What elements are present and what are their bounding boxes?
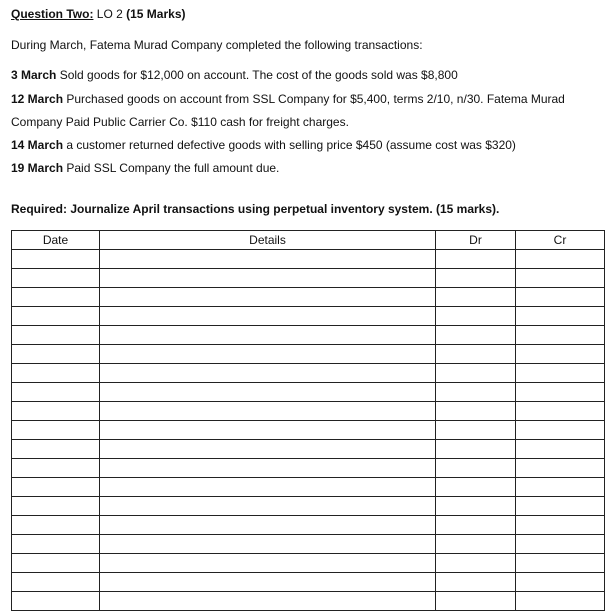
details-cell[interactable]: [100, 573, 436, 592]
details-cell[interactable]: [100, 535, 436, 554]
transaction-line: [11, 67, 458, 83]
cr-cell[interactable]: [516, 250, 605, 269]
table-row: [12, 478, 605, 497]
intro-text: During March, Fatema Murad Company completed the following transactions:: [11, 38, 423, 52]
cr-cell[interactable]: [516, 364, 605, 383]
date-cell[interactable]: [12, 497, 100, 516]
date-cell[interactable]: [12, 573, 100, 592]
table-row: [12, 288, 605, 307]
transaction-line: [11, 91, 565, 107]
cr-cell[interactable]: [516, 307, 605, 326]
dr-cell[interactable]: [436, 288, 516, 307]
details-cell[interactable]: [100, 364, 436, 383]
table-row: [12, 535, 605, 554]
dr-cell[interactable]: [436, 269, 516, 288]
journal-table: [11, 230, 605, 611]
details-cell[interactable]: [100, 478, 436, 497]
cr-cell[interactable]: [516, 459, 605, 478]
details-cell[interactable]: [100, 554, 436, 573]
details-cell[interactable]: [100, 326, 436, 345]
details-cell[interactable]: [100, 459, 436, 478]
details-cell[interactable]: [100, 269, 436, 288]
table-row: [12, 364, 605, 383]
dr-cell[interactable]: [436, 383, 516, 402]
transaction-date: 12 March: [11, 92, 64, 106]
table-row: [12, 554, 605, 573]
date-cell[interactable]: [12, 535, 100, 554]
dr-cell[interactable]: [436, 516, 516, 535]
cr-cell[interactable]: [516, 516, 605, 535]
dr-cell[interactable]: [436, 573, 516, 592]
date-cell[interactable]: [12, 440, 100, 459]
transaction-date: 19 March: [11, 161, 64, 175]
dr-cell[interactable]: [436, 250, 516, 269]
details-cell[interactable]: [100, 440, 436, 459]
date-cell[interactable]: [12, 554, 100, 573]
cr-cell[interactable]: [516, 573, 605, 592]
cr-cell[interactable]: [516, 326, 605, 345]
dr-cell[interactable]: [436, 345, 516, 364]
date-cell[interactable]: [12, 421, 100, 440]
cr-cell[interactable]: [516, 383, 605, 402]
details-cell[interactable]: [100, 250, 436, 269]
learning-outcome: LO 2: [93, 7, 127, 21]
details-cell[interactable]: [100, 288, 436, 307]
question-label: Question Two:: [11, 7, 94, 21]
cr-cell[interactable]: [516, 402, 605, 421]
cr-cell[interactable]: [516, 345, 605, 364]
transaction-line: [11, 137, 516, 153]
details-cell[interactable]: [100, 497, 436, 516]
cr-cell[interactable]: [516, 592, 605, 611]
required-instruction: Required: Journalize April transactions using perpetual inventory system. (15 marks).: [11, 202, 500, 216]
transaction-line: [11, 160, 279, 176]
transaction-date: 14 March: [11, 138, 64, 152]
transaction-date: 3 March: [11, 68, 57, 82]
cr-cell[interactable]: [516, 554, 605, 573]
details-cell[interactable]: [100, 345, 436, 364]
dr-cell[interactable]: [436, 459, 516, 478]
header-dr: Dr: [436, 231, 516, 250]
table-row: [12, 497, 605, 516]
details-cell[interactable]: [100, 516, 436, 535]
details-cell[interactable]: [100, 592, 436, 611]
cr-cell[interactable]: [516, 440, 605, 459]
dr-cell[interactable]: [436, 554, 516, 573]
transaction-text: Paid SSL Company the full amount due.: [63, 161, 280, 175]
details-cell[interactable]: [100, 307, 436, 326]
header-cr: Cr: [516, 231, 605, 250]
transaction-line: [11, 114, 349, 130]
table-row: [12, 250, 605, 269]
table-row: [12, 440, 605, 459]
table-row: [12, 307, 605, 326]
table-row: [12, 269, 605, 288]
header-details: Details: [100, 231, 436, 250]
details-cell[interactable]: [100, 402, 436, 421]
date-cell[interactable]: [12, 345, 100, 364]
date-cell[interactable]: [12, 459, 100, 478]
date-cell[interactable]: [12, 307, 100, 326]
journal-body: [12, 250, 605, 611]
transaction-text: Company Paid Public Carrier Co. $110 cash for freight charges.: [11, 115, 349, 129]
dr-cell[interactable]: [436, 421, 516, 440]
dr-cell[interactable]: [436, 497, 516, 516]
question-marks: (15 Marks): [126, 7, 186, 21]
journal-header-row: [12, 231, 605, 250]
dr-cell[interactable]: [436, 440, 516, 459]
table-row: [12, 383, 605, 402]
table-row: [12, 592, 605, 611]
date-cell[interactable]: [12, 383, 100, 402]
dr-cell[interactable]: [436, 478, 516, 497]
question-heading: [11, 6, 186, 22]
cr-cell[interactable]: [516, 478, 605, 497]
date-cell[interactable]: [12, 288, 100, 307]
cr-cell[interactable]: [516, 497, 605, 516]
date-cell[interactable]: [12, 402, 100, 421]
transaction-text: Purchased goods on account from SSL Company for $5,400, terms 2/10, n/30. Fatema Murad: [63, 92, 565, 106]
dr-cell[interactable]: [436, 326, 516, 345]
header-date: Date: [12, 231, 100, 250]
cr-cell[interactable]: [516, 421, 605, 440]
date-cell[interactable]: [12, 478, 100, 497]
transaction-text: Sold goods for $12,000 on account. The cost of the goods sold was $8,800: [56, 68, 458, 82]
table-row: [12, 421, 605, 440]
cr-cell[interactable]: [516, 535, 605, 554]
details-cell[interactable]: [100, 421, 436, 440]
table-row: [12, 402, 605, 421]
date-cell[interactable]: [12, 364, 100, 383]
table-row: [12, 459, 605, 478]
dr-cell[interactable]: [436, 592, 516, 611]
dr-cell[interactable]: [436, 535, 516, 554]
date-cell[interactable]: [12, 269, 100, 288]
dr-cell[interactable]: [436, 402, 516, 421]
details-cell[interactable]: [100, 383, 436, 402]
table-row: [12, 345, 605, 364]
cr-cell[interactable]: [516, 288, 605, 307]
date-cell[interactable]: [12, 516, 100, 535]
dr-cell[interactable]: [436, 364, 516, 383]
table-row: [12, 573, 605, 592]
date-cell[interactable]: [12, 250, 100, 269]
table-row: [12, 326, 605, 345]
cr-cell[interactable]: [516, 269, 605, 288]
dr-cell[interactable]: [436, 307, 516, 326]
date-cell[interactable]: [12, 592, 100, 611]
table-row: [12, 516, 605, 535]
date-cell[interactable]: [12, 326, 100, 345]
transaction-text: a customer returned defective goods with selling price $450 (assume cost was $320): [63, 138, 516, 152]
